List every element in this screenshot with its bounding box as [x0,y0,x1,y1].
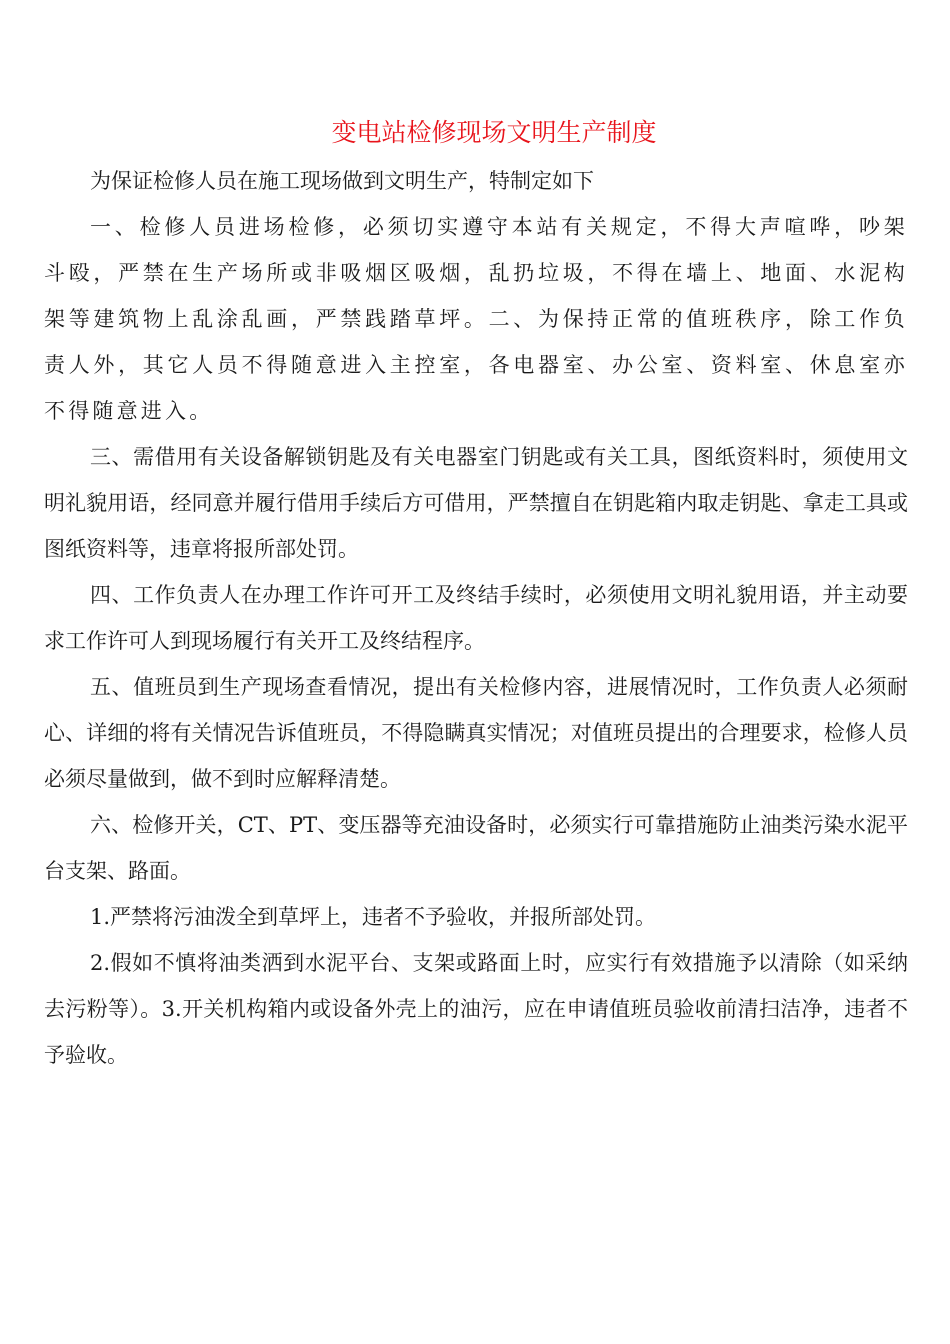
document-body [44,161,908,1078]
rule-paragraph-5: 五、值班员到生产现场查看情况，提出有关检修内容，进展情况时，工作负责人必须耐心、详细的将有关情况告诉值班员，不得隐瞒真实情况；对值班员提出的合理要求，检修人员必须尽量做到，做不到时应解释清楚。 [44,675,908,791]
intro-paragraph: 为保证检修人员在施工现场做到文明生产，特制定如下 [90,169,594,193]
rule-paragraph-4: 四、工作负责人在办理工作许可开工及终结手续时，必须使用文明礼貌用语，并主动要求工作许可人到现场履行有关开工及终结程序。 [44,583,908,653]
sub-rule-1: 1.严禁将污油泼全到草坪上，违者不予验收，并报所部处罚。 [90,905,657,929]
rule-paragraph-1-2: 一、检修人员进场检修，必须切实遵守本站有关规定，不得大声喧哗，吵架斗殴，严禁在生产场所或非吸烟区吸烟，乱扔垃圾，不得在墙上、地面、水泥构架等建筑物上乱涂乱画，严禁践踏草坪。二、为保持正常的值班秩序，除工作负责人外，其它人员不得随意进入主控室，各电器室、办公室、资料室、休息室亦不得随意进入。 [44,215,908,423]
sub-rule-2-3: 2.假如不慎将油类洒到水泥平台、支架或路面上时，应实行有效措施予以清除（如采纳去污粉等）。3.开关机构箱内或设备外壳上的油污，应在申请值班员验收前清扫洁净，违者不予验收。 [44,951,908,1067]
document-title: 变电站检修现场文明生产制度 [331,118,657,147]
rule-paragraph-6: 六、检修开关，CT、PT、变压器等充油设备时，必须实行可靠措施防止油类污染水泥平台支架、路面。 [44,813,908,883]
rule-paragraph-3: 三、需借用有关设备解锁钥匙及有关电器室门钥匙或有关工具，图纸资料时，须使用文明礼貌用语，经同意并履行借用手续后方可借用，严禁擅自在钥匙箱内取走钥匙、拿走工具或图纸资料等，违章将报所部处罚。 [44,445,908,561]
